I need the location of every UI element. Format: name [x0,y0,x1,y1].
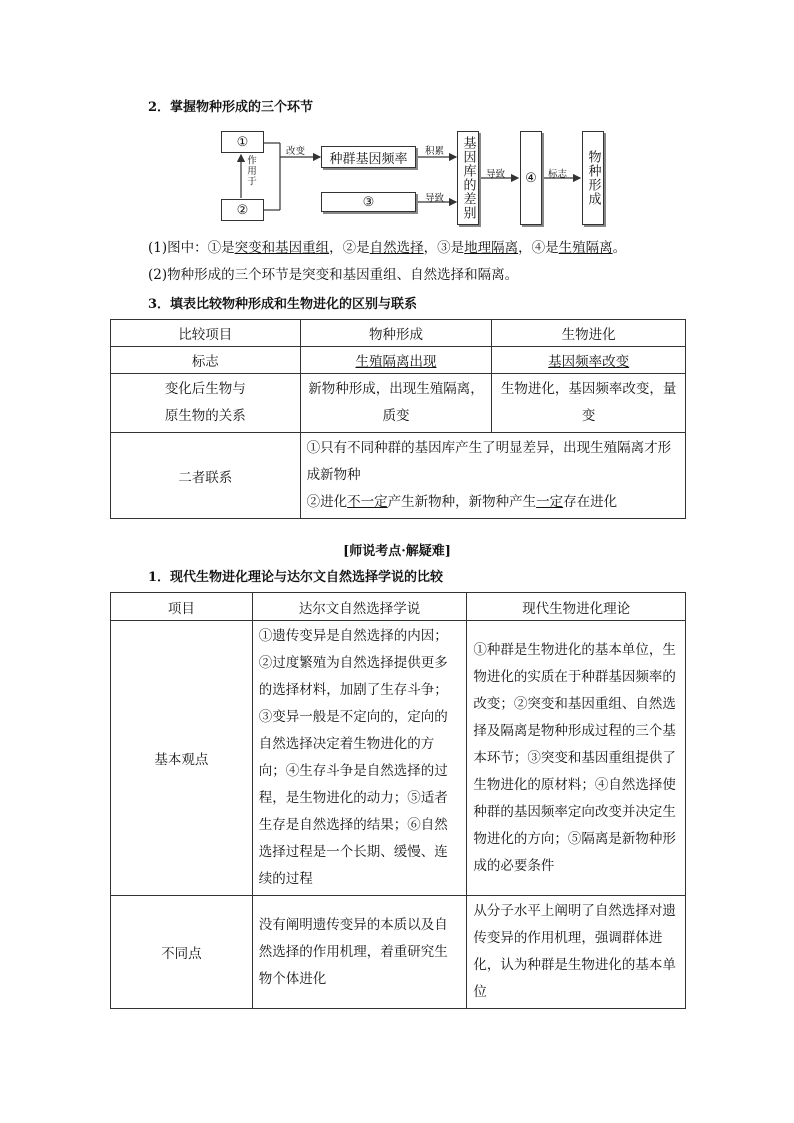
table-cell: 新物种形成，出现生殖隔离，质变 [300,374,492,433]
relation-line-1: ①只有不同种群的基因库产生了明显差异，出现生殖隔离才形成新物种 [306,440,672,483]
table-row [111,347,686,374]
relation-text: 存在进化 [563,494,618,510]
relation-cell [300,433,685,519]
table-row [111,433,686,519]
teaching-section-title: [师说考点·解疑难] [343,544,451,559]
row-label: 二者联系 [111,433,301,519]
relation-emphasis: 一定 [536,494,564,510]
diagram-box-1: ① [221,131,264,153]
speciation-text: 物种形成 [585,150,601,206]
label-lead-1: 导致 [425,193,445,204]
table-header-row [111,320,686,347]
line1-end: 。 [612,240,627,256]
section3-heading: 3．填表比较物种形成和生物进化的区别与联系 [148,297,418,312]
label-lead-2: 导致 [486,169,506,180]
answer-4: 生殖隔离 [558,240,613,256]
header-cell: 比较项目 [111,320,301,347]
line1-prefix: (1)图中：①是 [148,240,235,256]
diagram-box-3: ③ [321,192,416,212]
row-label-line: 变化后生物与 [164,381,246,397]
relation-text: ②进化 [306,494,348,510]
header-cell: 项目 [111,593,253,621]
table-cell: 基因频率改变 [492,347,686,374]
modern-cell: ①种群是生物进化的基本单位，生物进化的实质在于种群基因频率的改变；②突变和基因重组、自然选择及隔离是物种形成过程的三个基本环节；③突变和基因重组提供了生物进化的原材料；④自然选择使种群的基因频率定向改变并决定生物进化的方向；⑤隔离是新物种形成的必要条件 [467,621,686,896]
line1-sep-3: ，④是 [518,240,559,256]
modern-cell: 从分子水平上阐明了自然选择对遗传变异的作用机理，强调群体进化，认为种群是生物进化的基本单位 [467,896,686,1009]
relation-emphasis: 不一定 [347,494,388,510]
speciation-box [582,131,604,225]
diagram-box-2: ② [221,199,264,221]
line1-sep-1: ，②是 [329,240,370,256]
row-label: 不同点 [111,896,253,1009]
label-accumulate: 积累 [425,146,445,157]
fill-in-line-1 [148,237,626,259]
table-row [111,896,686,1009]
comparison-table-theories [110,592,686,1009]
fill-in-line-2: (2)物种形成的三个环节是突变和基因重组、自然选择和隔离。 [148,267,519,283]
table-row [111,621,686,896]
table-row [111,374,686,433]
table-header-row [111,593,686,621]
answer-2: 自然选择 [369,240,424,256]
header-cell: 现代生物进化理论 [467,593,686,621]
answer-1: 突变和基因重组 [234,240,330,256]
relation-text: 产生新物种，新物种产生 [387,494,537,510]
diagram-box-4: ④ [520,131,542,225]
line1-sep-2: ，③是 [423,240,465,256]
darwin-cell: 没有阐明遗传变异的本质以及自然选择的作用机理，着重研究生物个体进化 [252,896,467,1009]
header-cell: 达尔文自然选择学说 [252,593,467,621]
gene-pool-difference-box [457,131,479,225]
teaching-section-heading: 1．现代生物进化理论与达尔文自然选择学说的比较 [148,570,444,585]
row-label: 基本观点 [111,621,253,896]
table-cell: 生殖隔离出现 [300,347,492,374]
row-label-line: 原生物的关系 [164,408,246,424]
comparison-table-speciation [110,319,686,519]
label-act-on: 作用于 [245,155,256,187]
gene-frequency-box: 种群基因频率 [321,146,416,168]
darwin-cell: ①遗传变异是自然选择的内因；②过度繁殖为自然选择提供更多的选择材料，加剧了生存斗争；③变异一般是不定向的，定向的自然选择决定着生物进化的方向；④生存斗争是自然选择的过程，是生物进化的动力；⑤适者生存是自然选择的结果；⑥自然选择过程是一个长期、缓慢、连续的过程 [252,621,467,896]
header-cell: 生物进化 [492,320,686,347]
relation-line-2 [307,489,679,516]
row-label [111,374,301,433]
speciation-diagram [0,0,794,240]
label-mark: 标志 [548,169,568,180]
table-cell: 生物进化，基因频率改变，量变 [492,374,686,433]
section2-heading: 2．掌握物种形成的三个环节 [148,100,314,115]
row-label: 标志 [111,347,301,374]
answer-3: 地理隔离 [464,240,519,256]
header-cell: 物种形成 [300,320,492,347]
label-change: 改变 [286,146,306,157]
gene-pool-difference-text: 基因库的差别 [460,136,476,220]
